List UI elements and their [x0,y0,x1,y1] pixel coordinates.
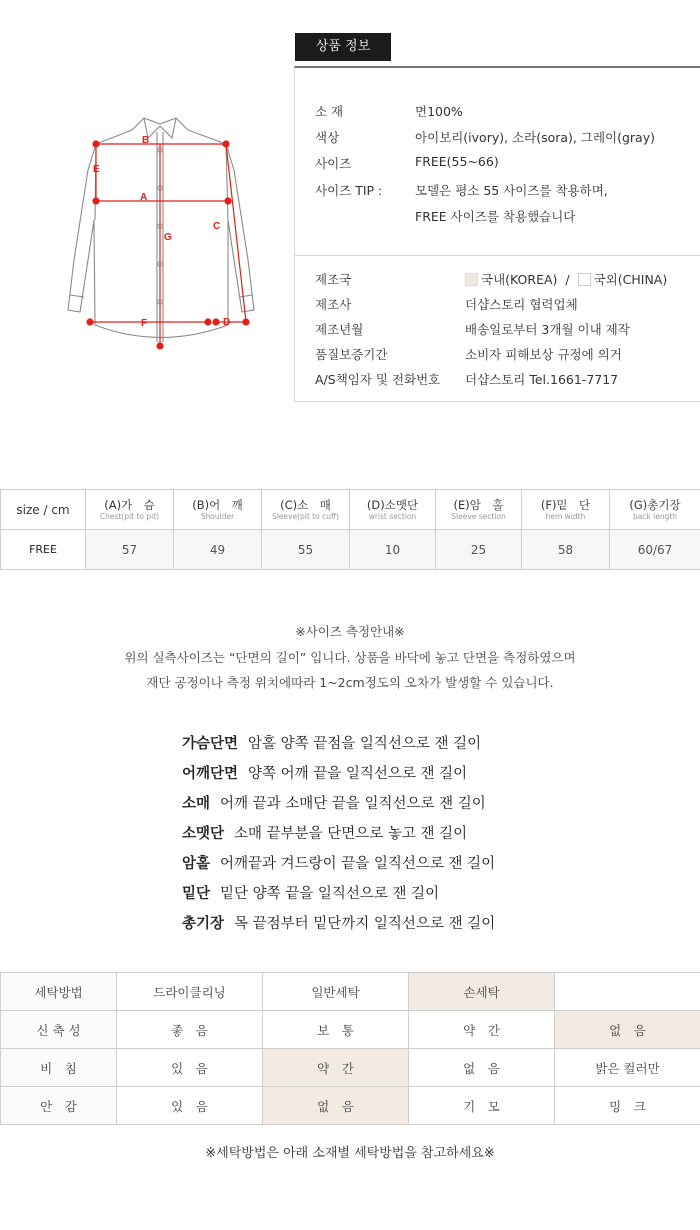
wash-cell [555,973,700,1011]
label-e: E [93,164,100,175]
wash-row [1,1011,700,1049]
info-label: 색상 [315,130,340,145]
maker-label: 제조년월 [315,322,364,337]
info-value: FREE 사이즈를 착용했습니다 [415,209,576,224]
maker-label: 제조사 [315,297,352,312]
wash-cell: 밍 크 [555,1087,700,1125]
size-cell: 10 [350,530,436,570]
size-col-hem [522,490,610,530]
label-a: A [140,192,148,203]
origin-china: 국외(CHINA) [593,272,668,287]
def-term: 밑단 [182,886,211,902]
col-sub: Chest(pit to pit) [99,512,160,521]
size-table-corner: size / cm [1,490,86,530]
wash-table [0,972,700,1125]
maker-info-box [294,256,700,402]
size-col-wrist [350,490,436,530]
wash-cell: 밝은 컬러만 [555,1049,700,1087]
info-value: 아이보리(ivory), 소라(sora), 그레이(gray) [415,130,655,145]
wash-footnote: ※세탁방법은 아래 소재별 세탁방법을 참고하세요※ [205,1146,495,1161]
def-desc: 소매 끝부분을 단면으로 놓고 잰 길이 [234,826,468,842]
measure-point [157,343,163,349]
wash-cell: 드라이클리닝 [117,973,263,1011]
wash-cell: 좋 음 [117,1011,263,1049]
measure-point [205,319,211,325]
col-sub: wrist section [368,512,417,521]
label-c: C [213,221,221,232]
size-cell: 60/67 [610,530,700,570]
wash-row [1,973,700,1011]
col-main: (E)암 홀 [453,498,504,512]
col-main: (B)어 깨 [192,498,243,512]
wash-cell: 신 축 성 [1,1011,117,1049]
col-main: (F)밑 단 [540,498,591,512]
info-value: 면100% [415,104,463,119]
size-table [0,489,700,570]
definition-hem [182,882,439,903]
wash-cell: 있 음 [117,1087,263,1125]
maker-value: 더샵스토리 Tel.1661-7717 [465,372,619,387]
label-b: B [142,135,150,146]
definition-chest [182,732,481,753]
size-cell: 25 [436,530,522,570]
wash-cell: 기 모 [409,1087,555,1125]
size-col-length [610,490,700,530]
product-info-box [294,66,700,256]
label-f: F [141,318,148,329]
wash-cell: 있 음 [117,1049,263,1087]
def-desc: 어깨 끝과 소매단 끝을 일직선으로 잰 길이 [220,796,486,812]
info-value: FREE(55~66) [415,154,499,169]
definition-shoulder [182,762,467,783]
definition-sleeve [182,792,486,813]
size-col-chest [86,490,174,530]
def-term: 암홀 [182,856,211,872]
origin-separator: / [565,272,570,287]
definition-wrist [182,822,467,843]
def-desc: 양쪽 어깨 끝을 일직선으로 잰 길이 [248,766,468,782]
col-sub: hem width [545,512,586,521]
label-g: G [164,232,172,243]
measure-point [87,319,93,325]
guide-title: ※사이즈 측정안내※ [295,624,405,639]
info-label: 사이즈 TIP : [315,183,383,198]
info-label: 소 재 [315,104,344,119]
size-row-label: FREE [1,530,86,570]
col-main: (G)총기장 [629,498,681,512]
maker-value: 배송일로부터 3개월 이내 제작 [465,322,630,337]
maker-label: 제조국 [315,272,352,287]
size-col-sleeve [262,490,350,530]
checkbox-korea [465,273,478,286]
def-desc: 암홀 양쪽 끝점을 일직선으로 잰 길이 [248,736,482,752]
col-sub: Sleeve(pit to cuff) [271,512,340,521]
col-main: (D)소맷단 [366,498,419,512]
measure-point [213,319,219,325]
info-label: 사이즈 [315,156,352,171]
wash-row [1,1049,700,1087]
wash-cell-selected: 손세탁 [409,973,555,1011]
maker-value: 더샵스토리 협력업체 [465,297,578,312]
size-table-header [1,490,700,530]
size-cell: 55 [262,530,350,570]
size-col-armhole [436,490,522,530]
def-term: 총기장 [182,916,225,932]
wash-cell-selected: 약 간 [263,1049,409,1087]
size-col-shoulder [174,490,262,530]
maker-label: A/S책임자 및 전화번호 [315,372,441,387]
wash-cell: 안 감 [1,1087,117,1125]
col-sub: back length [632,512,678,521]
wash-cell: 약 간 [409,1011,555,1049]
def-term: 소매 [182,796,211,812]
wash-row [1,1087,700,1125]
size-cell: 58 [522,530,610,570]
wash-cell: 일반세탁 [263,973,409,1011]
wash-cell: 없 음 [409,1049,555,1087]
def-term: 소맷단 [182,826,225,842]
col-main: (C)소 매 [280,498,331,512]
wash-cell: 세탁방법 [1,973,117,1011]
maker-value: 소비자 피해보상 규정에 의거 [465,347,622,362]
guide-line-1: 위의 실측사이즈는 “단면의 길이” 입니다. 상품을 바닥에 놓고 단면을 측정하였으며 [124,650,576,665]
info-value: 모델은 평소 55 사이즈를 착용하며, [415,183,608,198]
checkbox-china [578,273,591,286]
col-sub: Sleeve section [451,512,506,521]
measure-point [225,198,231,204]
def-desc: 어깨끝과 겨드랑이 끝을 일직선으로 잰 길이 [220,856,496,872]
maker-label: 품질보증기간 [315,347,388,362]
def-desc: 목 끝점부터 밑단까지 일직선으로 잰 길이 [234,916,496,932]
origin-korea: 국내(KOREA) [481,272,558,287]
product-info-badge: 상품 정보 [295,33,391,61]
shirt-measurement-diagram [60,110,270,360]
size-table-row [1,530,700,570]
def-desc: 밑단 양쪽 끝을 일직선으로 잰 길이 [220,886,440,902]
wash-cell-selected: 없 음 [555,1011,700,1049]
definition-armhole [182,852,495,873]
guide-line-2: 재단 공정이나 측정 위치에따라 1~2cm정도의 오차가 발생할 수 있습니다. [146,675,554,690]
col-main: (A)가 슴 [104,498,155,512]
origin-options [465,270,667,288]
wash-cell-selected: 없 음 [263,1087,409,1125]
wash-cell: 보 통 [263,1011,409,1049]
label-d: D [223,317,231,328]
definition-length [182,912,495,933]
col-sub: Shoulder [200,512,235,521]
def-term: 가슴단면 [182,736,239,752]
size-cell: 49 [174,530,262,570]
size-cell: 57 [86,530,174,570]
def-term: 어깨단면 [182,766,239,782]
wash-cell: 비 침 [1,1049,117,1087]
